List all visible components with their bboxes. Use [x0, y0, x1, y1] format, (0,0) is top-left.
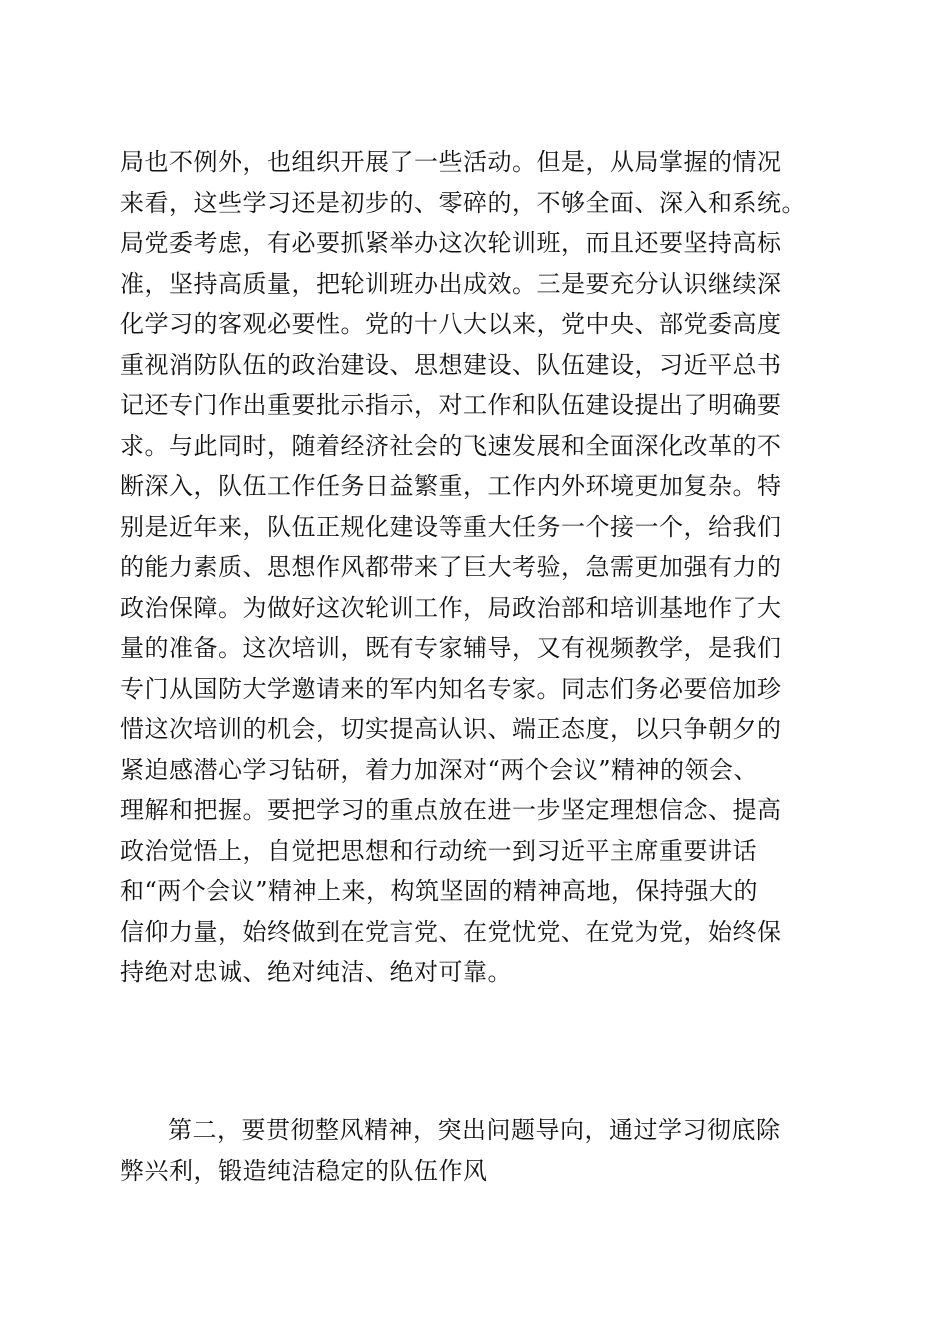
paragraph-line: 准，坚持高质量，把轮训班办出成效。三是要充分认识继续深 — [120, 269, 782, 298]
paragraph-line: 专门从国防大学邀请来的军内知名专家。同志们务必要倍加珍 — [120, 674, 782, 703]
paragraph-line: 来看，这些学习还是初步的、零碎的，不够全面、深入和系统。 — [120, 188, 806, 217]
paragraph-line: 和“两个会议”精神上来，构筑坚固的精神高地，保持强大的 — [120, 877, 759, 905]
paragraph-line: 记还专门作出重要批示指示，对工作和队伍建设提出了明确要 — [120, 391, 782, 419]
paragraph-line: 政治保障。为做好这次轮训工作，局政治部和培训基地作了大 — [120, 593, 782, 622]
paragraph-line: 理解和把握。要把学习的重点放在进一步坚定理想信念、提高 — [120, 796, 782, 824]
paragraph-line: 量的准备。这次培训，既有专家辅导，又有视频教学，是我们 — [120, 634, 782, 662]
paragraph-line: 化学习的客观必要性。党的十八大以来，党中央、部党委高度 — [120, 310, 782, 338]
paragraph-line: 信仰力量，始终做到在党言党、在党忧党、在党为党，始终保 — [120, 917, 782, 946]
paragraph-line: 断深入，队伍工作任务日益繁重，工作内外环境更加复杂。特 — [120, 472, 782, 500]
heading-line: 弊兴利，锻造纯洁稳定的队伍作风 — [120, 1156, 488, 1185]
section-heading — [120, 1110, 840, 1191]
paragraph-line: 紧迫感潜心学习钻研，着力加深对“两个会议”精神的领会、 — [120, 755, 759, 784]
paragraph-line: 求。与此同时，随着经济社会的飞速发展和全面深化改革的不 — [120, 431, 782, 460]
paragraph-line: 惜这次培训的机会，切实提高认识、端正态度，以只争朝夕的 — [120, 715, 782, 743]
body-paragraph — [120, 142, 840, 993]
heading-line: 第二，要贯彻整风精神，突出问题导向，通过学习彻底除 — [168, 1116, 781, 1144]
paragraph-line: 的能力素质、思想作风都带来了巨大考验，急需更加强有力的 — [120, 553, 782, 581]
paragraph-line: 别是近年来，队伍正规化建设等重大任务一个接一个，给我们 — [120, 512, 782, 541]
paragraph-line: 局党委考虑，有必要抓紧举办这次轮训班，而且还要坚持高标 — [120, 229, 782, 257]
paragraph-line: 局也不例外，也组织开展了一些活动。但是，从局掌握的情况 — [120, 148, 782, 176]
paragraph-line: 政治觉悟上，自觉把思想和行动统一到习近平主席重要讲话 — [120, 836, 757, 865]
paragraph-line: 重视消防队伍的政治建设、思想建设、队伍建设，习近平总书 — [120, 350, 782, 379]
paragraph-line: 持绝对忠诚、绝对纯洁、绝对可靠。 — [120, 958, 512, 986]
